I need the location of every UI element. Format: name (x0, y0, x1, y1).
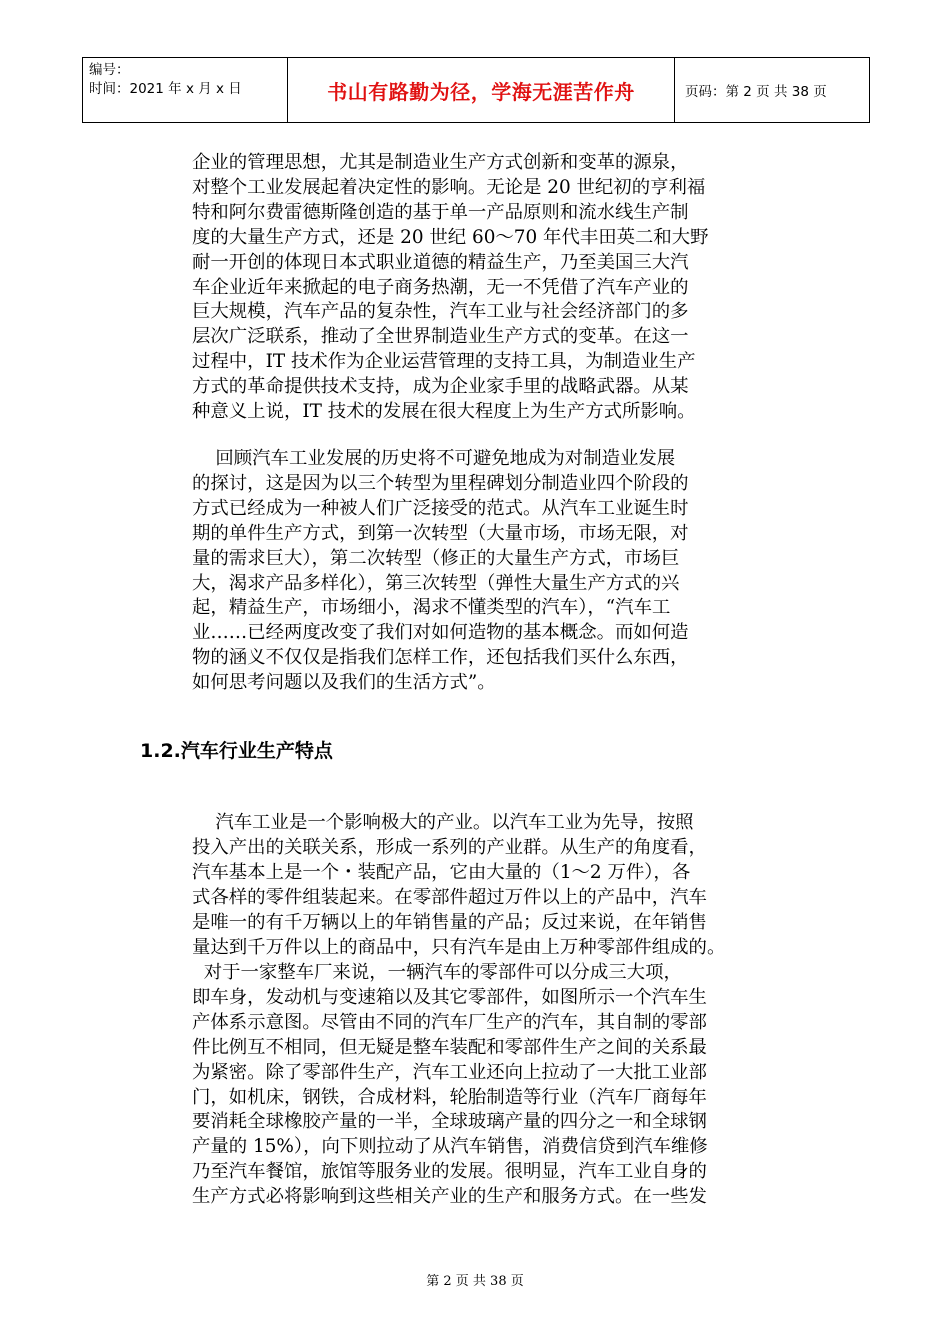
text-line: 乃至汽车餐馆，旅馆等服务业的发展。很明显，汽车工业自身的 (192, 1161, 707, 1183)
header-table (82, 57, 870, 123)
text-line: 企业的管理思想，尤其是制造业生产方式创新和变革的源泉， (192, 152, 689, 173)
text-line: 度的大量生产方式，还是 20 世纪 60～70 年代丰田英二和大野 (192, 226, 709, 248)
header-page-cell (675, 58, 870, 123)
text-line: 回顾汽车工业发展的历史将不可避免地成为对制造业发展 (192, 448, 676, 469)
text-line: 层次广泛联系，推动了全世界制造业生产方式的变革。在这一 (192, 326, 689, 348)
header-page-label: 页码：第 2 页 共 38 页 (685, 84, 827, 100)
header-motto: 书山有路勤为径，学海无涯苦作舟 (327, 79, 635, 104)
text-line: 期的单件生产方式，到第一次转型（大量市场，市场无限，对 (192, 522, 689, 544)
text-line: 车企业近年来掀起的电子商务热潮，无一不凭借了汽车产业的 (192, 276, 689, 298)
text-line: 如何思考问题以及我们的生活方式”。 (192, 672, 496, 694)
text-line: 对整个工业发展起着决定性的影响。无论是 20 世纪初的亨利福 (192, 176, 706, 198)
text-line: 方式已经成为一种被人们广泛接受的范式。从汽车工业诞生时 (192, 497, 689, 519)
text-line: 种意义上说，IT 技术的发展在很大程度上为生产方式所影响。 (192, 401, 696, 423)
text-line: 要消耗全球橡胶产量的一半，全球玻璃产量的四分之一和全球钢 (192, 1111, 707, 1133)
header-meta-cell (83, 58, 288, 123)
text-line: 为紧密。除了零部件生产，汽车工业还向上拉动了一大批工业部 (192, 1061, 707, 1083)
text-line: 式各样的零件组装起来。在零部件超过万件以上的产品中，汽车 (192, 886, 707, 908)
text-line: 对于一家整车厂来说，一辆汽车的零部件可以分成三大项， (192, 962, 682, 983)
text-line: 产量的 15%），向下则拉动了从汽车销售，消费信贷到汽车维修 (192, 1136, 708, 1158)
text-line: 过程中，IT 技术作为企业运营管理的支持工具，为制造业生产 (192, 351, 696, 373)
text-line: 件比例互不相同，但无疑是整车装配和零部件生产之间的关系最 (192, 1036, 707, 1058)
text-line: 是唯一的有千万辆以上的年销售量的产品；反过来说，在年销售 (192, 911, 707, 933)
text-line: 投入产出的关联关系，形成一系列的产业群。从生产的角度看， (192, 836, 707, 858)
text-line: 方式的革命提供技术支持，成为企业家手里的战略武器。从某 (192, 376, 689, 398)
paragraph-industry-impact (192, 811, 812, 960)
text-line: 量的需求巨大），第二次转型（修正的大量生产方式，市场巨 (192, 547, 680, 569)
text-line: 汽车基本上是一个・装配产品，它由大量的（1～2 万件），各 (192, 861, 691, 883)
text-line: 生产方式必将影响到这些相关产业的生产和服务方式。在一些发 (192, 1186, 707, 1208)
text-line: 即车身，发动机与变速箱以及其它零部件，如图所示一个汽车生 (192, 986, 707, 1008)
paragraph-components (192, 961, 812, 1210)
text-line: 产体系示意图。尽管由不同的汽车厂生产的汽车，其自制的零部 (192, 1011, 707, 1033)
text-line: 耐一开创的体现日本式职业道德的精益生产，乃至美国三大汽 (192, 251, 689, 273)
text-line: 汽车工业是一个影响极大的产业。以汽车工业为先导，按照 (192, 812, 694, 833)
text-line: 物的涵义不仅仅是指我们怎样工作，还包括我们买什么东西， (192, 647, 689, 669)
document-number-label: 编号： (89, 62, 130, 78)
page-footer: 第 2 页 共 38 页 (426, 1274, 524, 1289)
text-line: 的探讨，这是因为以三个转型为里程碑划分制造业四个阶段的 (192, 472, 689, 494)
text-line: 业……已经两度改变了我们对如何造物的基本概念。而如何造 (192, 622, 689, 644)
text-line: 大，渴求产品多样化），第三次转型（弹性大量生产方式的兴 (192, 572, 680, 594)
paragraph-manufacturing-innovation (192, 151, 812, 425)
paragraph-automotive-history (192, 447, 812, 696)
section-heading: 1.2.汽车行业生产特点 (140, 740, 333, 762)
document-time-label: 时间：2021 年 x 月 x 日 (89, 81, 242, 97)
text-line: 量达到千万件以上的商品中，只有汽车是由上万种零部件组成的。 (192, 936, 726, 958)
header-motto-cell (288, 58, 675, 123)
text-line: 起，精益生产，市场细小，渴求不懂类型的汽车），“汽车工 (192, 597, 671, 619)
text-line: 特和阿尔费雷德斯隆创造的基于单一产品原则和流水线生产制 (192, 201, 689, 223)
text-line: 巨大规模，汽车产品的复杂性，汽车工业与社会经济部门的多 (192, 301, 689, 323)
text-line: 门，如机床，钢铁，合成材料，轮胎制造等行业（汽车厂商每年 (192, 1086, 707, 1108)
